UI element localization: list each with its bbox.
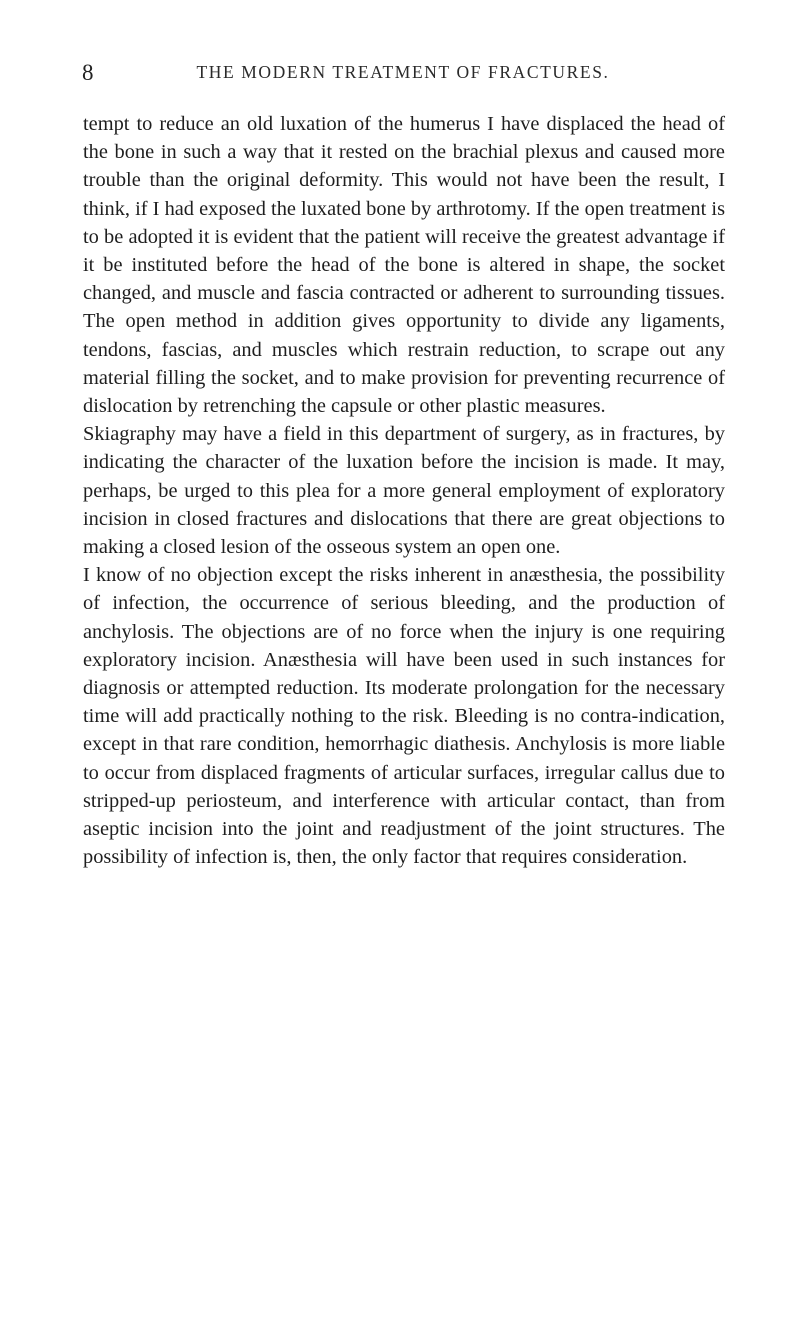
body-text (83, 110, 725, 871)
paragraph-objections: I know of no objection except the risks inherent in anæsthesia, the possibility of infection, the occurrence of serious bleeding, and the production of anchylosis. The objections are of no force when the injury is one requiring exploratory incision. Anæsthesia will have been used in such instances for diagnosis or attempted reduction. Its moderate prolongation for the necessary time will add practically nothing to the risk. Bleeding is no contra-indication, except in that rare condition, hemorrhagic diathesis. Anchylosis is more liable to occur from displaced fragments of articular surfaces, irregular callus due to stripped-up periosteum, and interference with articular contact, than from aseptic incision into the joint and readjustment of the joint structures. The possibility of infection is, then, the only factor that requires consideration. (83, 564, 725, 869)
running-head (82, 60, 724, 90)
page-number: 8 (82, 60, 94, 85)
paragraph-continued: tempt to reduce an old luxation of the humerus I have displaced the head of the bone in such a way that it rested on the brachial plexus and caused more trouble than the original deformity. This would not have been the result, I think, if I had exposed the luxated bone by arthrotomy. If the open treatment is to be adopted it is evident that the patient will receive the greatest advantage if it be instituted before the head of the bone is altered in shape, the socket changed, and muscle and fascia contracted or adherent to surrounding tissues. The open method in addition gives opportunity to divide any ligaments, tendons, fascias, and muscles which restrain reduction, to scrape out any material filling the socket, and to make provision for preventing recurrence of dislocation by retrenching the capsule or other plastic measures. (83, 113, 725, 418)
running-title: THE MODERN TREATMENT OF FRACTURES. (196, 62, 610, 82)
paragraph-skiagraphy: Skiagraphy may have a field in this department of surgery, as in fractures, by indicating the character of the luxation before the incision is made. It may, perhaps, be urged to this plea for a more general employment of exploratory incision in closed fractures and dislocations that there are great objections to making a closed lesion of the osseous system an open one. (83, 423, 725, 559)
